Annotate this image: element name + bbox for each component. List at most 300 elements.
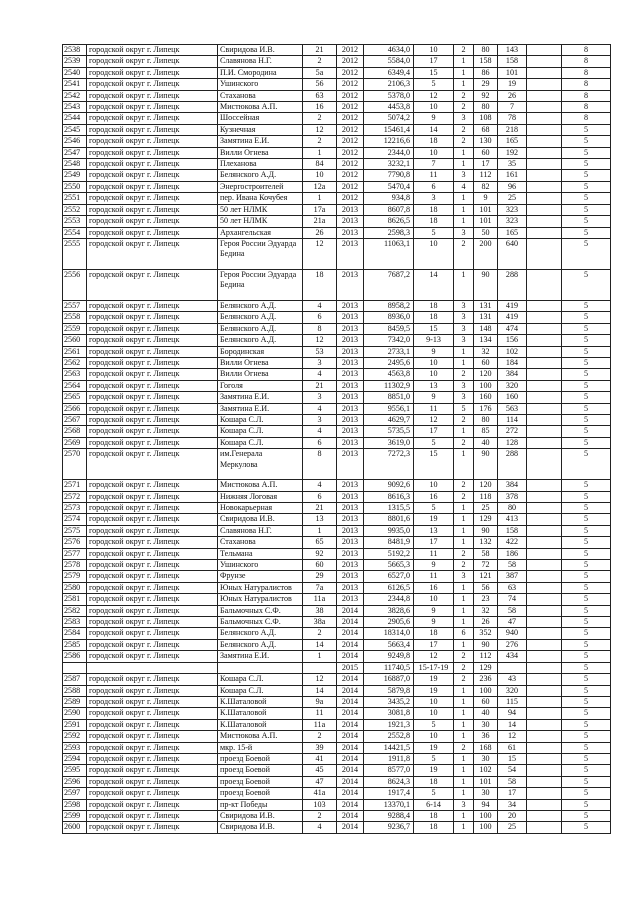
cell-street: Кошара С.Л.: [218, 674, 303, 685]
cell-house-number: 2: [303, 731, 337, 742]
cell-row-number: 2594: [63, 753, 87, 764]
cell-floors: 15: [414, 449, 454, 480]
cell-rank: 5: [562, 788, 611, 799]
cell-area: 5584,0: [364, 56, 414, 67]
cell-blank: [527, 335, 562, 346]
cell-house-number: 1: [303, 525, 337, 536]
cell-house-number: 2: [303, 810, 337, 821]
cell-year: 2013: [337, 571, 364, 582]
cell-blank: [527, 216, 562, 227]
cell-residents: 419: [498, 300, 527, 311]
cell-municipality: городской округ г. Липецк: [87, 124, 218, 135]
cell-municipality: городской округ г. Липецк: [87, 449, 218, 480]
cell-row-number: 2579: [63, 571, 87, 582]
cell-blank: [527, 514, 562, 525]
cell-entrances: 2: [454, 560, 474, 571]
cell-area: 2344,0: [364, 147, 414, 158]
cell-year: 2013: [337, 594, 364, 605]
cell-floors: 15-17-19: [414, 662, 454, 673]
cell-entrances: 1: [454, 216, 474, 227]
cell-rank: 5: [562, 414, 611, 425]
cell-row-number: 2583: [63, 617, 87, 628]
cell-area: 8851,0: [364, 392, 414, 403]
table-row: [63, 525, 611, 536]
cell-rank: 5: [562, 514, 611, 525]
cell-house-number: 4: [303, 403, 337, 414]
cell-floors: 11: [414, 548, 454, 559]
cell-blank: [527, 753, 562, 764]
cell-street: Энергостроителей: [218, 181, 303, 192]
cell-rank: 5: [562, 380, 611, 391]
cell-blank: [527, 113, 562, 124]
cell-street: Мистюкова А.П.: [218, 102, 303, 113]
cell-year: 2014: [337, 685, 364, 696]
cell-house-number: 14: [303, 639, 337, 650]
cell-house-number: 6: [303, 312, 337, 323]
cell-entrances: 4: [454, 181, 474, 192]
cell-apartments: 17: [474, 159, 498, 170]
cell-municipality: городской округ г. Липецк: [87, 426, 218, 437]
cell-street: Белянского А.Д.: [218, 628, 303, 639]
cell-entrances: 1: [454, 67, 474, 78]
cell-area: 7342,0: [364, 335, 414, 346]
cell-area: 8459,5: [364, 323, 414, 334]
cell-apartments: 236: [474, 674, 498, 685]
cell-floors: 18: [414, 312, 454, 323]
cell-year: 2013: [337, 525, 364, 536]
table-row: [63, 300, 611, 311]
cell-area: 3435,2: [364, 696, 414, 707]
cell-entrances: 1: [454, 269, 474, 300]
cell-blank: [527, 491, 562, 502]
cell-entrances: 2: [454, 491, 474, 502]
cell-entrances: 2: [454, 124, 474, 135]
table-row: [63, 753, 611, 764]
cell-apartments: 129: [474, 514, 498, 525]
cell-year: 2013: [337, 537, 364, 548]
cell-floors: 5: [414, 227, 454, 238]
cell-house-number: 12: [303, 335, 337, 346]
cell-row-number: 2540: [63, 67, 87, 78]
cell-entrances: 2: [454, 45, 474, 56]
cell-floors: 18: [414, 204, 454, 215]
cell-row-number: 2593: [63, 742, 87, 753]
cell-blank: [527, 204, 562, 215]
cell-house-number: 4: [303, 822, 337, 833]
cell-house-number: 4: [303, 300, 337, 311]
cell-blank: [527, 617, 562, 628]
cell-apartments: 58: [474, 548, 498, 559]
cell-apartments: 100: [474, 810, 498, 821]
cell-municipality: городской округ г. Липецк: [87, 788, 218, 799]
table-row: [63, 238, 611, 269]
cell-entrances: 3: [454, 380, 474, 391]
cell-residents: 74: [498, 594, 527, 605]
cell-area: 934,8: [364, 193, 414, 204]
table-row: [63, 204, 611, 215]
cell-street: Вилли Огнева: [218, 357, 303, 368]
cell-street: Стаханова: [218, 537, 303, 548]
cell-row-number: 2562: [63, 357, 87, 368]
cell-street: Славянова Н.Г.: [218, 56, 303, 67]
cell-entrances: 3: [454, 227, 474, 238]
cell-street: Замятина Е.И.: [218, 651, 303, 662]
cell-entrances: 6: [454, 628, 474, 639]
table-row: [63, 449, 611, 480]
cell-apartments: 102: [474, 765, 498, 776]
cell-entrances: 2: [454, 369, 474, 380]
cell-apartments: 30: [474, 719, 498, 730]
cell-entrances: 3: [454, 113, 474, 124]
cell-municipality: городской округ г. Липецк: [87, 571, 218, 582]
cell-rank: 5: [562, 605, 611, 616]
cell-rank: 5: [562, 753, 611, 764]
cell-house-number: 8: [303, 323, 337, 334]
cell-row-number: 2591: [63, 719, 87, 730]
cell-entrances: 2: [454, 480, 474, 491]
cell-rank: 5: [562, 537, 611, 548]
cell-blank: [527, 788, 562, 799]
cell-rank: 5: [562, 571, 611, 582]
cell-street: Бородинская: [218, 346, 303, 357]
cell-house-number: 21: [303, 380, 337, 391]
cell-residents: 384: [498, 480, 527, 491]
cell-residents: 156: [498, 335, 527, 346]
cell-house-number: 65: [303, 537, 337, 548]
table-row: [63, 617, 611, 628]
cell-apartments: 25: [474, 503, 498, 514]
cell-area: 8624,3: [364, 776, 414, 787]
cell-residents: 26: [498, 90, 527, 101]
cell-house-number: [303, 662, 337, 673]
cell-row-number: 2543: [63, 102, 87, 113]
cell-residents: 218: [498, 124, 527, 135]
cell-rank: 5: [562, 346, 611, 357]
cell-entrances: 3: [454, 799, 474, 810]
cell-row-number: 2589: [63, 696, 87, 707]
cell-row-number: 2539: [63, 56, 87, 67]
cell-floors: 18: [414, 810, 454, 821]
cell-residents: 114: [498, 414, 527, 425]
cell-entrances: 1: [454, 449, 474, 480]
cell-residents: 80: [498, 503, 527, 514]
cell-residents: 58: [498, 776, 527, 787]
table-row: [63, 90, 611, 101]
cell-row-number: 2542: [63, 90, 87, 101]
cell-area: 6527,0: [364, 571, 414, 582]
cell-year: 2014: [337, 708, 364, 719]
cell-house-number: 13: [303, 514, 337, 525]
cell-street: Героя России Эдуарда Бедина: [218, 269, 303, 300]
cell-area: 5470,4: [364, 181, 414, 192]
cell-municipality: городской округ г. Липецк: [87, 56, 218, 67]
cell-floors: 18: [414, 136, 454, 147]
cell-area: 9092,6: [364, 480, 414, 491]
cell-residents: 640: [498, 238, 527, 269]
cell-area: 9288,4: [364, 810, 414, 821]
cell-house-number: 2: [303, 628, 337, 639]
table-row: [63, 403, 611, 414]
cell-row-number: 2595: [63, 765, 87, 776]
cell-entrances: 1: [454, 147, 474, 158]
cell-entrances: 1: [454, 346, 474, 357]
cell-street: пр-кт Победы: [218, 799, 303, 810]
cell-area: 12216,6: [364, 136, 414, 147]
cell-municipality: городской округ г. Липецк: [87, 560, 218, 571]
cell-residents: 19: [498, 79, 527, 90]
table-row: [63, 674, 611, 685]
cell-rank: 5: [562, 685, 611, 696]
cell-year: 2012: [337, 136, 364, 147]
cell-blank: [527, 380, 562, 391]
cell-year: 2014: [337, 765, 364, 776]
cell-house-number: 3: [303, 414, 337, 425]
cell-municipality: городской округ г. Липецк: [87, 403, 218, 414]
cell-apartments: 120: [474, 480, 498, 491]
cell-residents: 158: [498, 525, 527, 536]
cell-blank: [527, 662, 562, 673]
cell-year: 2014: [337, 822, 364, 833]
table-row: [63, 480, 611, 491]
cell-row-number: 2567: [63, 414, 87, 425]
cell-apartments: 23: [474, 594, 498, 605]
cell-entrances: 1: [454, 56, 474, 67]
cell-municipality: городской округ г. Липецк: [87, 514, 218, 525]
cell-apartments: 148: [474, 323, 498, 334]
cell-street: Свиридова И.В.: [218, 810, 303, 821]
cell-municipality: городской округ г. Липецк: [87, 537, 218, 548]
table-body: [63, 45, 611, 834]
cell-area: 8616,3: [364, 491, 414, 502]
cell-municipality: городской округ г. Липецк: [87, 136, 218, 147]
cell-apartments: 101: [474, 216, 498, 227]
cell-municipality: городской округ г. Липецк: [87, 193, 218, 204]
cell-area: 7272,3: [364, 449, 414, 480]
cell-residents: 288: [498, 449, 527, 480]
cell-house-number: 4: [303, 426, 337, 437]
cell-rank: 5: [562, 765, 611, 776]
cell-residents: 14: [498, 719, 527, 730]
cell-apartments: 80: [474, 45, 498, 56]
cell-street: П.И. Смородина: [218, 67, 303, 78]
cell-municipality: городской округ г. Липецк: [87, 300, 218, 311]
cell-house-number: 38: [303, 605, 337, 616]
cell-municipality: городской округ г. Липецк: [87, 227, 218, 238]
cell-house-number: 2: [303, 136, 337, 147]
cell-rank: 5: [562, 193, 611, 204]
cell-residents: 102: [498, 346, 527, 357]
cell-blank: [527, 369, 562, 380]
cell-row-number: 2538: [63, 45, 87, 56]
table-row: [63, 765, 611, 776]
document-page: [62, 44, 610, 834]
table-row: [63, 216, 611, 227]
cell-year: 2014: [337, 617, 364, 628]
cell-area: 2344,8: [364, 594, 414, 605]
cell-municipality: городской округ г. Липецк: [87, 582, 218, 593]
cell-area: 7687,2: [364, 269, 414, 300]
cell-year: 2014: [337, 719, 364, 730]
cell-year: 2013: [337, 514, 364, 525]
cell-blank: [527, 159, 562, 170]
cell-house-number: 84: [303, 159, 337, 170]
table-row: [63, 628, 611, 639]
cell-blank: [527, 685, 562, 696]
cell-blank: [527, 227, 562, 238]
cell-row-number: 2582: [63, 605, 87, 616]
cell-entrances: 1: [454, 204, 474, 215]
cell-apartments: 32: [474, 346, 498, 357]
cell-blank: [527, 357, 562, 368]
cell-year: 2013: [337, 380, 364, 391]
cell-row-number: 2571: [63, 480, 87, 491]
cell-row-number: 2569: [63, 437, 87, 448]
cell-apartments: 112: [474, 651, 498, 662]
cell-year: 2014: [337, 742, 364, 753]
cell-residents: 25: [498, 822, 527, 833]
cell-rank: 5: [562, 323, 611, 334]
table-row: [63, 147, 611, 158]
cell-rank: 5: [562, 719, 611, 730]
cell-apartments: 68: [474, 124, 498, 135]
cell-floors: 11: [414, 571, 454, 582]
cell-apartments: 131: [474, 300, 498, 311]
table-row: [63, 357, 611, 368]
cell-residents: 78: [498, 113, 527, 124]
cell-house-number: 3: [303, 357, 337, 368]
cell-floors: 9: [414, 617, 454, 628]
cell-blank: [527, 822, 562, 833]
cell-floors: 5: [414, 503, 454, 514]
cell-row-number: 2560: [63, 335, 87, 346]
cell-house-number: 1: [303, 193, 337, 204]
cell-blank: [527, 731, 562, 742]
cell-area: 9556,1: [364, 403, 414, 414]
cell-year: 2012: [337, 102, 364, 113]
cell-residents: 63: [498, 582, 527, 593]
cell-area: 16887,0: [364, 674, 414, 685]
cell-residents: 58: [498, 605, 527, 616]
cell-street: Белянского А.Д.: [218, 300, 303, 311]
cell-entrances: 3: [454, 300, 474, 311]
cell-area: 3081,8: [364, 708, 414, 719]
cell-rank: 5: [562, 159, 611, 170]
cell-entrances: 2: [454, 548, 474, 559]
table-row: [63, 662, 611, 673]
cell-residents: 25: [498, 193, 527, 204]
table-row: [63, 45, 611, 56]
cell-house-number: 103: [303, 799, 337, 810]
cell-floors: 19: [414, 742, 454, 753]
cell-blank: [527, 269, 562, 300]
cell-row-number: 2544: [63, 113, 87, 124]
cell-municipality: городской округ г. Липецк: [87, 605, 218, 616]
cell-residents: 12: [498, 731, 527, 742]
cell-floors: 5: [414, 437, 454, 448]
cell-municipality: городской округ г. Липецк: [87, 269, 218, 300]
cell-street: проезд Боевой: [218, 765, 303, 776]
cell-rank: 5: [562, 204, 611, 215]
cell-area: 2598,3: [364, 227, 414, 238]
cell-area: 9935,0: [364, 525, 414, 536]
cell-street: мкр. 15-й: [218, 742, 303, 753]
table-row: [63, 788, 611, 799]
cell-entrances: 3: [454, 392, 474, 403]
cell-residents: 272: [498, 426, 527, 437]
cell-apartments: 134: [474, 335, 498, 346]
cell-house-number: 21а: [303, 216, 337, 227]
table-row: [63, 708, 611, 719]
cell-area: 8936,0: [364, 312, 414, 323]
cell-apartments: 9: [474, 193, 498, 204]
cell-floors: 9: [414, 346, 454, 357]
cell-municipality: городской округ г. Липецк: [87, 525, 218, 536]
cell-rank: 5: [562, 403, 611, 414]
cell-year: 2013: [337, 414, 364, 425]
cell-municipality: городской округ г. Липецк: [87, 323, 218, 334]
cell-floors: 5: [414, 719, 454, 730]
cell-floors: 10: [414, 594, 454, 605]
cell-apartments: 200: [474, 238, 498, 269]
cell-floors: 10: [414, 708, 454, 719]
table-row: [63, 605, 611, 616]
cell-area: 2733,1: [364, 346, 414, 357]
cell-rank: 5: [562, 662, 611, 673]
cell-year: 2013: [337, 323, 364, 334]
cell-house-number: 21: [303, 45, 337, 56]
cell-entrances: 3: [454, 335, 474, 346]
cell-street: проезд Боевой: [218, 776, 303, 787]
cell-rank: 5: [562, 708, 611, 719]
cell-apartments: 94: [474, 799, 498, 810]
cell-rank: 5: [562, 147, 611, 158]
cell-area: 2905,6: [364, 617, 414, 628]
cell-row-number: 2584: [63, 628, 87, 639]
cell-blank: [527, 426, 562, 437]
cell-area: 8481,9: [364, 537, 414, 548]
cell-entrances: 3: [454, 323, 474, 334]
cell-rank: 5: [562, 216, 611, 227]
cell-residents: 184: [498, 357, 527, 368]
cell-apartments: 40: [474, 437, 498, 448]
cell-residents: 47: [498, 617, 527, 628]
cell-rank: 5: [562, 480, 611, 491]
cell-street: Замятина Е.И.: [218, 392, 303, 403]
cell-rank: 5: [562, 776, 611, 787]
cell-year: 2014: [337, 753, 364, 764]
cell-apartments: 129: [474, 662, 498, 673]
cell-apartments: 121: [474, 571, 498, 582]
cell-apartments: 30: [474, 788, 498, 799]
cell-floors: 19: [414, 674, 454, 685]
cell-row-number: 2549: [63, 170, 87, 181]
cell-municipality: городской округ г. Липецк: [87, 357, 218, 368]
cell-residents: 387: [498, 571, 527, 582]
cell-street: К.Шаталовой: [218, 708, 303, 719]
table-row: [63, 170, 611, 181]
cell-blank: [527, 300, 562, 311]
cell-house-number: 17а: [303, 204, 337, 215]
cell-floors: 18: [414, 776, 454, 787]
cell-blank: [527, 480, 562, 491]
cell-apartments: 29: [474, 79, 498, 90]
cell-row-number: 2598: [63, 799, 87, 810]
cell-house-number: 11а: [303, 719, 337, 730]
cell-house-number: 92: [303, 548, 337, 559]
cell-house-number: 56: [303, 79, 337, 90]
cell-municipality: городской округ г. Липецк: [87, 594, 218, 605]
cell-apartments: 50: [474, 227, 498, 238]
